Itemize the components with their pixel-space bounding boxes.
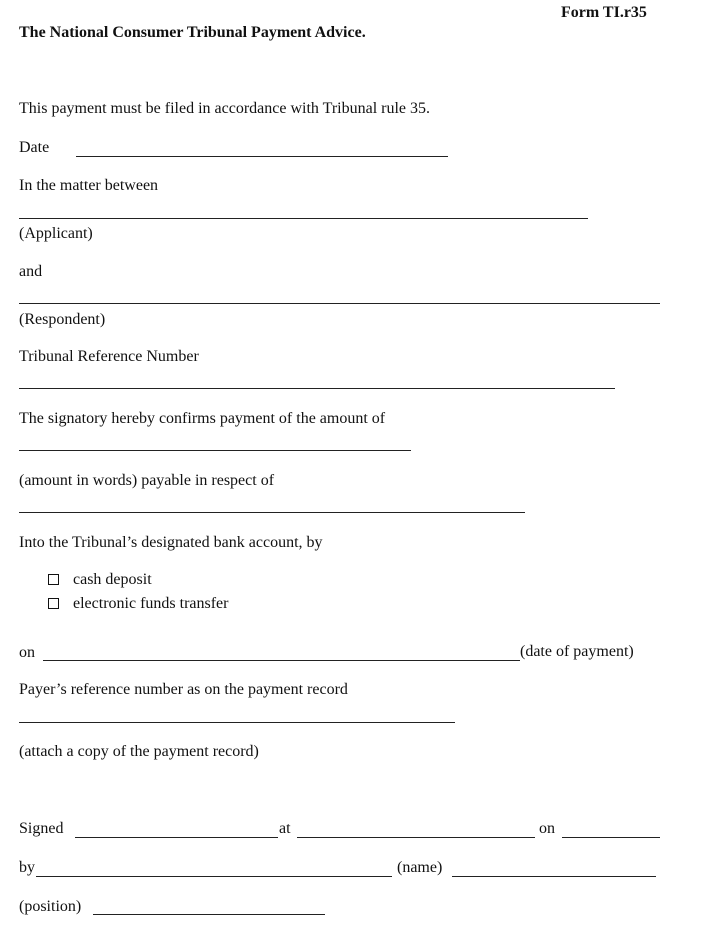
cash-deposit-label: cash deposit [73,571,152,588]
and-label: and [19,263,43,280]
confirm-text: The signatory hereby confirms payment of the amount of [19,410,386,427]
payer-reference-field-line[interactable] [19,722,455,723]
payer-reference-label: Payer’s reference number as on the payment record [19,681,348,698]
place-field-line[interactable] [297,837,535,838]
intro-text: This payment must be filed in accordance with Tribunal rule 35. [19,100,431,117]
applicant-field-line[interactable] [19,218,588,219]
cash-deposit-checkbox[interactable] [48,574,59,585]
applicant-label: (Applicant) [19,225,93,242]
reference-label: Tribunal Reference Number [19,348,199,365]
payment-on-label: on [19,644,35,661]
respondent-label: (Respondent) [19,311,106,328]
signed-on-label: on [539,820,555,837]
position-field-line[interactable] [93,914,325,915]
signed-field-line[interactable] [75,837,278,838]
attach-note: (attach a copy of the payment record) [19,743,259,760]
amount-words-text: (amount in words) payable in respect of [19,472,275,489]
form-title: The National Consumer Tribunal Payment Advice. [19,24,366,41]
name-field-line[interactable] [452,876,656,877]
signed-at-label: at [279,820,291,837]
by-label: by [19,859,35,876]
date-of-payment-label: (date of payment) [520,643,634,660]
signed-date-field-line[interactable] [562,837,660,838]
matter-label: In the matter between [19,177,159,194]
date-label: Date [19,139,50,156]
form-code: Form TI.r35 [561,4,647,21]
name-label: (name) [397,859,443,876]
signatory-field-line[interactable] [36,876,392,877]
respondent-field-line[interactable] [19,303,660,304]
respect-of-field-line[interactable] [19,512,525,513]
reference-field-line[interactable] [19,388,615,389]
eft-checkbox[interactable] [48,598,59,609]
date-field-line[interactable] [76,156,448,157]
position-label: (position) [19,898,82,915]
eft-label: electronic funds transfer [73,595,229,612]
payment-date-field-line[interactable] [43,660,520,661]
amount-field-line[interactable] [19,450,411,451]
signed-label: Signed [19,820,64,837]
bank-account-text: Into the Tribunal’s designated bank account, by [19,534,323,551]
